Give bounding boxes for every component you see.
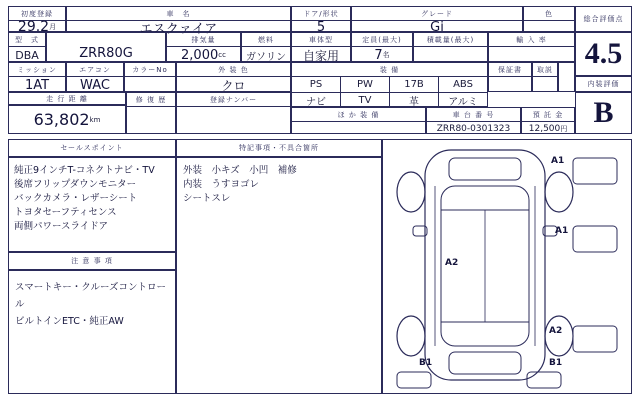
deposit-label: 預 託 金 — [522, 108, 574, 122]
doors-value: 5 — [316, 19, 326, 35]
exterior-color-cell — [176, 62, 291, 92]
exterior-color-value: クロ — [221, 78, 246, 93]
mileage-label: 走 行 距 離 — [46, 94, 88, 103]
load-label: 積載量(最大) — [414, 33, 487, 47]
damage-mark-a2-left: A2 — [445, 258, 459, 268]
chassis-no-cell — [426, 107, 521, 134]
equip-ps: PS — [292, 77, 341, 92]
color-cell — [523, 6, 575, 32]
records-cell — [532, 62, 558, 92]
car-body-diagram — [383, 140, 631, 393]
deposit-unit: 円 — [560, 124, 568, 133]
aircon-value: WAC — [80, 77, 110, 93]
displacement-label: 排気量 — [167, 33, 240, 47]
damage-mark-a1-top: A1 — [551, 156, 565, 166]
repair-label: 修 復 歴 — [127, 93, 175, 107]
equip-pw: PW — [341, 77, 390, 92]
doors-label: ドア/形状 — [292, 7, 350, 21]
caution-list — [15, 279, 169, 330]
equip-tv: TV — [341, 93, 390, 108]
color-label: 色 — [524, 7, 574, 21]
damage-list — [183, 164, 375, 206]
damage-mark-b1-left: B1 — [419, 358, 433, 368]
model-prefix-value: DBA — [15, 48, 39, 62]
interior-grade-cell — [575, 92, 632, 134]
damage-mark-b1-right: B1 — [549, 358, 563, 368]
records-label: 取説 — [533, 63, 557, 77]
total-eval-label: 総合評価点 — [583, 15, 624, 23]
damage-item: シートスレ — [183, 193, 231, 204]
body-type-cell — [291, 32, 351, 62]
body-type-label: 車体型 — [292, 33, 350, 47]
mission-cell — [8, 62, 66, 92]
damage-item: 外装 小キズ 小凹 補修 — [183, 165, 297, 176]
car-name-cell — [66, 6, 291, 37]
damage-mark-a2-right: A2 — [549, 326, 563, 336]
car-diagram-cell — [382, 139, 632, 394]
mileage-value-cell — [8, 105, 126, 134]
mileage-unit: km — [89, 115, 101, 124]
aircon-label: エアコン — [67, 63, 123, 77]
caution-item: スマートキー・クルーズコントロー — [15, 282, 167, 293]
interior-eval-label: 内装評価 — [587, 80, 620, 88]
sales-point-item: 両側パワースライドア — [14, 221, 108, 232]
interior-grade-value: B — [593, 96, 614, 129]
displacement-value: 2,000 — [181, 47, 219, 63]
displacement-unit: cc — [218, 51, 226, 59]
caution-title: 注 意 事 項 — [71, 257, 113, 265]
sales-point-item: トヨタセーフティセンス — [14, 207, 117, 218]
equip-alumi: アルミ — [448, 97, 478, 108]
model-prefix-cell — [8, 32, 46, 62]
total-eval-score: 4.5 — [584, 37, 623, 70]
color-no-cell — [124, 62, 176, 92]
damage-body — [176, 157, 382, 394]
caution-header — [8, 252, 176, 270]
damage-title: 特記事項・不具合箇所 — [239, 144, 319, 152]
reg-number-cell — [176, 92, 291, 134]
model-code-value: ZRR80G — [79, 45, 133, 61]
doors-cell — [291, 6, 351, 35]
caution-item: ル — [15, 299, 25, 310]
import-cell — [488, 32, 575, 62]
fuel-cell — [241, 32, 291, 62]
damage-item: 内装 うすヨゴレ — [183, 179, 260, 190]
total-eval-label-cell — [575, 6, 632, 32]
fuel-value: ガソリン — [246, 51, 286, 63]
other-equipment-label: ほ か 装 備 — [292, 108, 425, 122]
body-type-value: 自家用 — [302, 48, 339, 63]
car-name-value: エスクァイア — [139, 21, 218, 37]
model-code-label: 型 式 — [9, 33, 45, 47]
chassis-no-label: 車 台 番 号 — [427, 108, 520, 122]
total-eval-score-cell — [575, 32, 632, 76]
deposit-cell — [521, 107, 575, 134]
capacity-unit: 名 — [382, 51, 390, 59]
repair-cell — [126, 92, 176, 134]
aircon-cell — [66, 62, 124, 92]
sales-points-list — [14, 164, 170, 234]
reg-year-value: 29.2 — [17, 19, 50, 35]
sales-point-item: バックカメラ・レザーシート — [14, 193, 138, 204]
mileage-value: 63,802 — [33, 110, 90, 129]
mileage-label-cell — [8, 92, 126, 105]
exterior-color-label: 外 装 色 — [177, 63, 290, 77]
equip-navi: ナビ — [292, 93, 341, 108]
inspection-label: 保証書 — [489, 63, 531, 77]
other-equipment-cell — [291, 107, 426, 134]
grade-label: グレード — [352, 7, 522, 21]
capacity-label: 定員(最大) — [352, 33, 412, 47]
sales-points-body — [8, 157, 176, 252]
color-no-label: カラーNo — [125, 63, 175, 77]
deposit-value: 12,500 — [528, 123, 561, 134]
damage-mark-a1-mid: A1 — [555, 226, 569, 236]
car-name-label: 車 名 — [67, 7, 290, 21]
reg-year-label: 初度登録 — [9, 7, 65, 21]
reg-year-unit: 月 — [49, 23, 57, 31]
sales-point-item: 後席フリップダウンモニター — [14, 179, 137, 190]
damage-header — [176, 139, 382, 157]
mission-value: 1AT — [24, 77, 50, 93]
model-code-label-cell — [46, 32, 166, 45]
capacity-value: 7 — [374, 47, 383, 63]
grade-cell — [351, 6, 523, 35]
mission-label: ミッション — [9, 63, 65, 77]
chassis-no-value: ZRR80-0301323 — [436, 123, 511, 134]
displacement-cell — [166, 32, 241, 62]
sales-point-item: 純正9インチT-コネクトナビ・TV — [14, 165, 155, 176]
equip-abs: ABS — [453, 79, 473, 90]
fuel-label: 燃料 — [242, 33, 290, 47]
caution-body — [8, 270, 176, 394]
reg-number-label: 登録ナンバー — [177, 93, 290, 107]
interior-eval-label-cell — [558, 62, 575, 92]
inspection-cell — [488, 62, 532, 92]
reg-year-cell — [8, 6, 66, 35]
import-label: 輸 入 率 — [489, 33, 574, 47]
interior-eval-header — [575, 76, 632, 92]
sales-points-title: セールスポイント — [60, 144, 124, 152]
equip-17b: 17B — [390, 77, 439, 92]
capacity-cell — [351, 32, 413, 62]
equip-leather: 革 — [390, 93, 439, 108]
equipment-cell — [291, 62, 488, 107]
load-cell — [413, 32, 488, 62]
sales-points-header — [8, 139, 176, 157]
grade-value: Gi — [430, 19, 444, 35]
caution-item: ビルトインETC・純正AW — [15, 316, 124, 327]
model-code-cell — [46, 45, 166, 62]
equipment-label: 装 備 — [292, 63, 487, 77]
